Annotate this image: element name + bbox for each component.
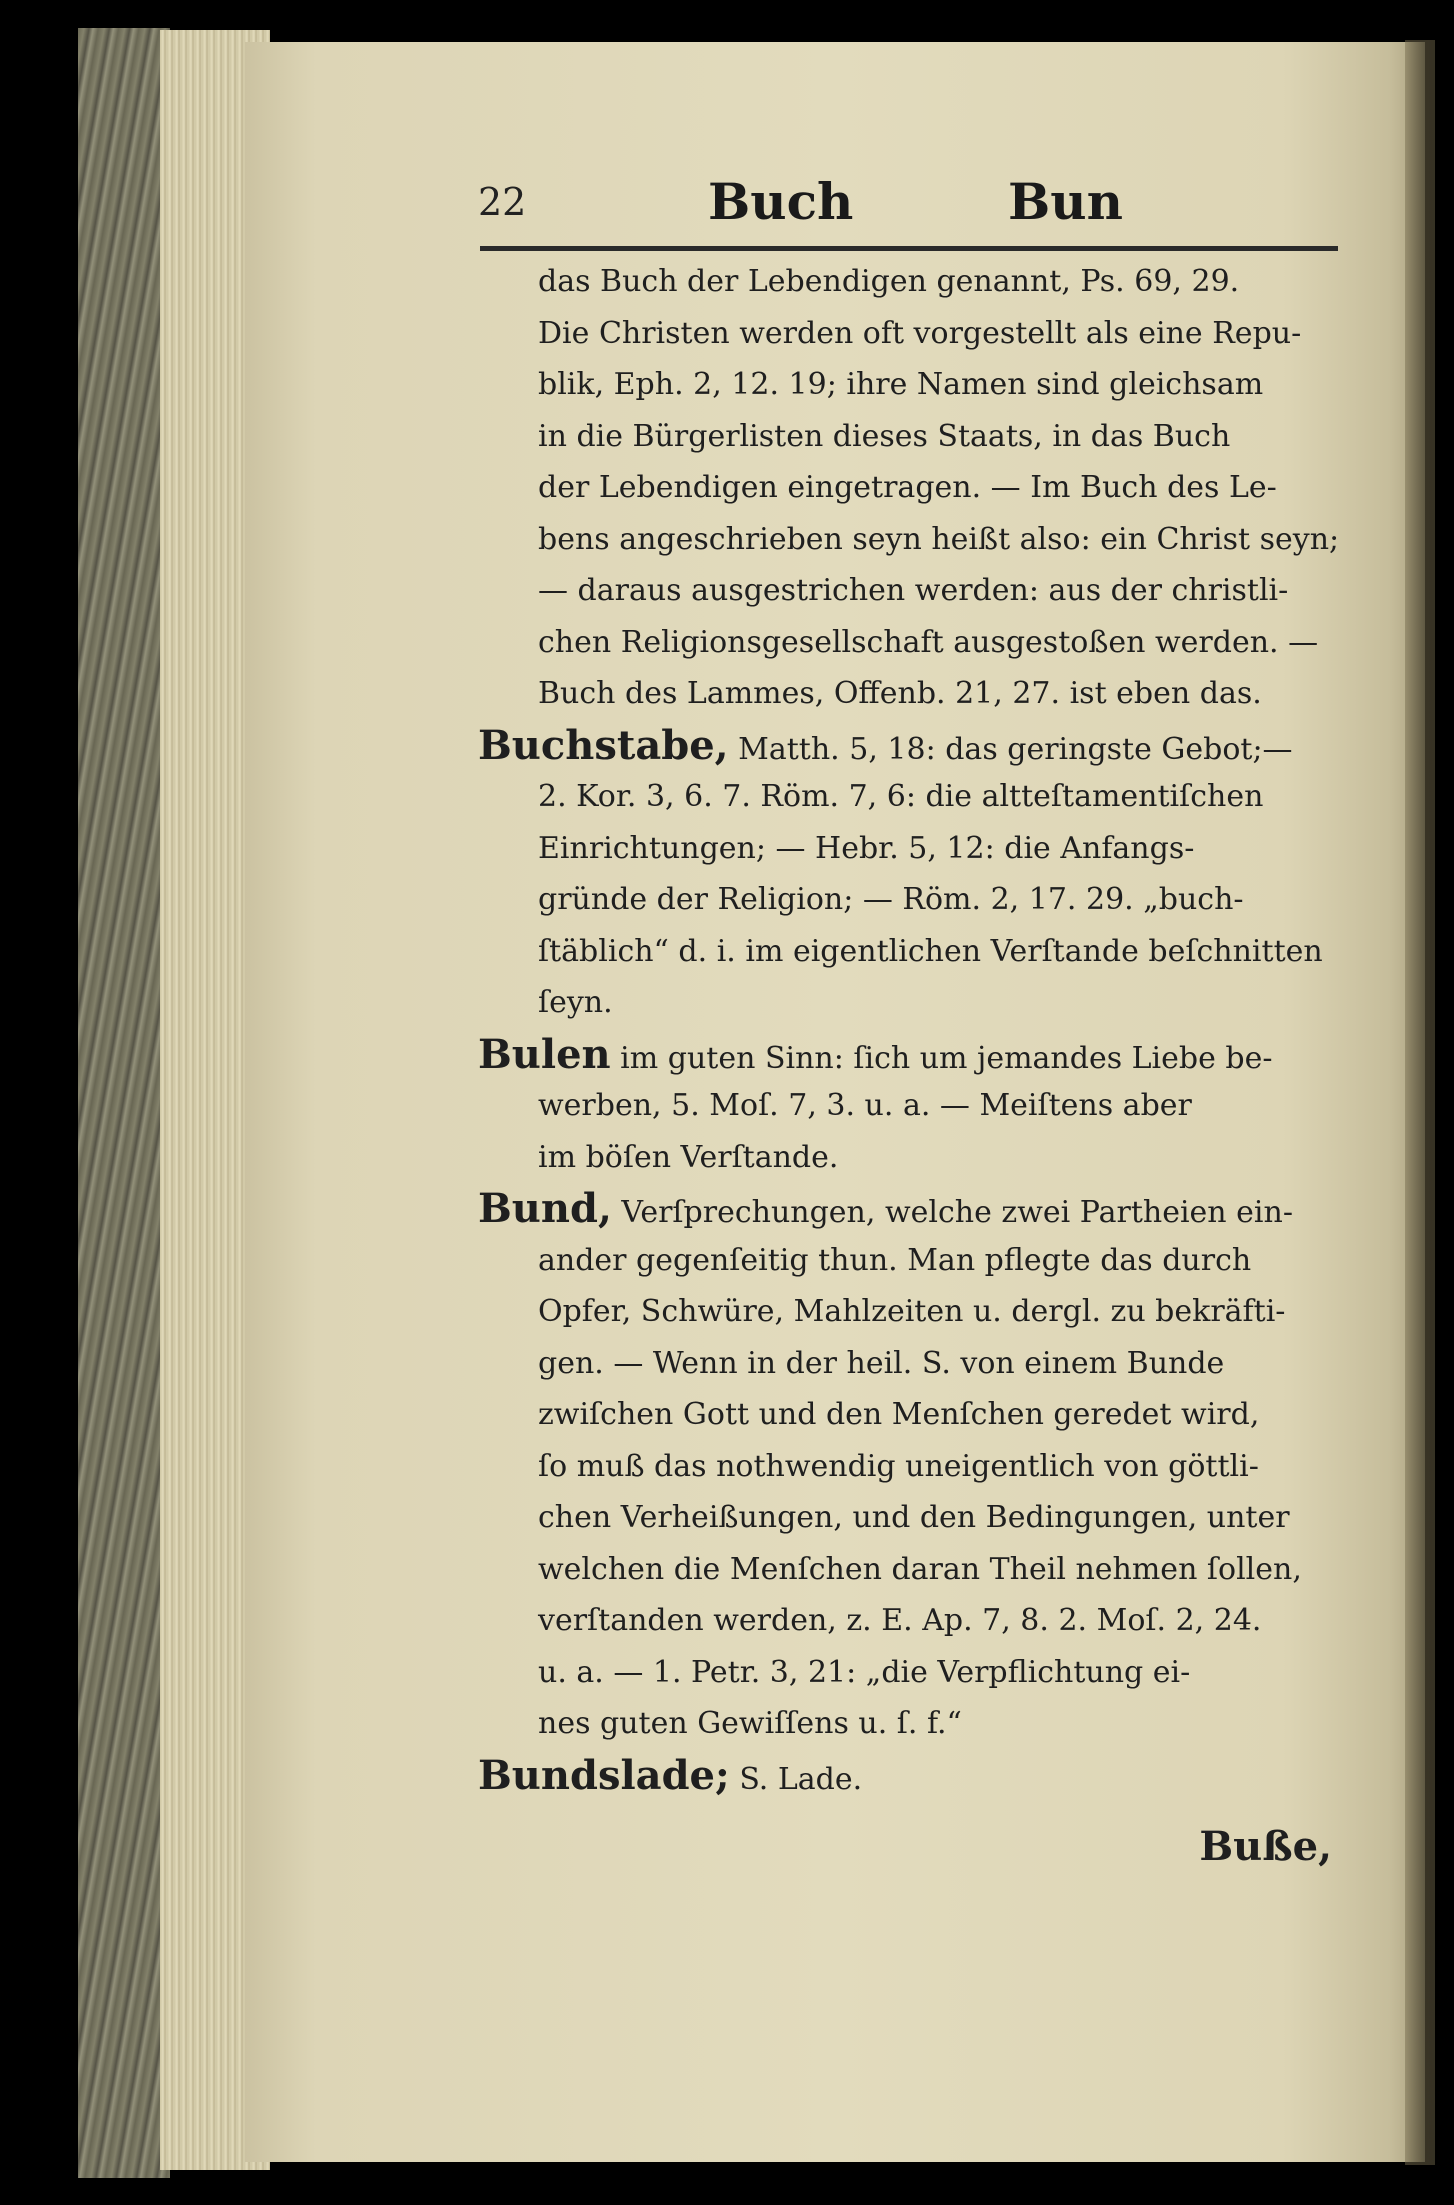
entry-continuation (478, 256, 1340, 720)
entry-bulen (478, 1029, 1340, 1184)
text-line: gründe der Religion; — Röm. 2, 17. 29. „buch- (538, 882, 1244, 917)
text-line: chen Religionsgesellschaft ausgestoßen werden. — (538, 624, 1319, 660)
lemma: Bulen (478, 1030, 611, 1078)
entry-buchstabe (478, 720, 1340, 1029)
text-line: chen Verheißungen, und den Bedingungen, unter (538, 1500, 1290, 1535)
text-line: im böſen Verſtande. (538, 1139, 839, 1175)
catchword: Buße, (1199, 1823, 1332, 1870)
header-left-word: Buch (708, 172, 854, 231)
text-line: werben, 5. Moſ. 7, 3. u. a. — Meiſtens aber (538, 1088, 1192, 1123)
text-line: ander gegenſeitig thun. Man pflegte das durch (538, 1242, 1252, 1278)
entry-text: Matth. 5, 18: das geringste Gebot;— (738, 731, 1293, 767)
entry-first-line (478, 720, 1340, 772)
text-line: Opfer, Schwüre, Mahlzeiten u. dergl. zu bekräfti- (538, 1294, 1286, 1329)
text-line: in die Bürgerlisten dieses Staats, in das Buch (538, 418, 1231, 454)
running-header (478, 172, 1340, 242)
text-line: ſeyn. (538, 985, 613, 1020)
entry-text: S. Lade. (739, 1761, 863, 1797)
entry-text: im guten Sinn: ſich um jemandes Liebe be- (620, 1040, 1273, 1076)
text-line: nes guten Gewiſſens u. ſ. f.“ (538, 1706, 962, 1741)
text-line: blik, Eph. 2, 12. 19; ihre Namen sind gleichsam (538, 367, 1264, 402)
text-line: der Lebendigen eingetragen. — Im Buch des Le- (538, 470, 1277, 505)
entry-first-line (478, 1029, 1340, 1081)
text-line: u. a. — 1. Petr. 3, 21: „die Verpflichtung ei- (538, 1654, 1191, 1690)
page-number: 22 (478, 180, 527, 224)
text-line: Buch des Lammes, Offenb. 21, 27. ist eben das. (538, 676, 1262, 711)
lemma: Bundslade; (478, 1751, 730, 1799)
header-rule (480, 246, 1338, 251)
gutter-shadow (1405, 40, 1435, 2165)
text-line: zwiſchen Gott und den Menſchen geredet wird, (538, 1397, 1260, 1432)
text-line: verſtanden werden, z. E. Ap. 7, 8. 2. Moſ. 2, 24. (538, 1603, 1262, 1638)
dictionary-text (478, 256, 1340, 1873)
entry-first-line (478, 1750, 1340, 1802)
entry-first-line (478, 1183, 1340, 1235)
text-line: welchen die Menſchen daran Theil nehmen ſollen, (538, 1551, 1302, 1587)
lemma: Buchstabe, (478, 721, 729, 769)
entry-text: Verſprechungen, welche zwei Partheien ein- (621, 1195, 1293, 1230)
text-line: ſtäblich“ d. i. im eigentlichen Verſtande beſchnitten (538, 933, 1323, 969)
text-line: 2. Kor. 3, 6. 7. Röm. 7, 6: die altteſtamentiſchen (538, 779, 1264, 814)
book-cover-edge (78, 28, 170, 2178)
header-right-word: Bun (1008, 172, 1123, 231)
text-line: Einrichtungen; — Hebr. 5, 12: die Anfangs- (538, 830, 1195, 866)
text-line: gen. — Wenn in der heil. S. von einem Bunde (538, 1345, 1225, 1381)
text-line: — daraus ausgestrichen werden: aus der christli- (538, 573, 1289, 608)
entry-bund (478, 1183, 1340, 1750)
lemma: Bund, (478, 1185, 612, 1232)
text-line: das Buch der Lebendigen genannt, Ps. 69, 29. (538, 264, 1240, 299)
text-line: ſo muß das nothwendig uneigentlich von göttli- (538, 1448, 1259, 1484)
entry-bundslade (478, 1750, 1340, 1802)
text-line: Die Christen werden oft vorgestellt als eine Repu- (538, 315, 1302, 351)
text-line: bens angeschrieben seyn heißt also: ein Christ seyn; (538, 521, 1340, 557)
